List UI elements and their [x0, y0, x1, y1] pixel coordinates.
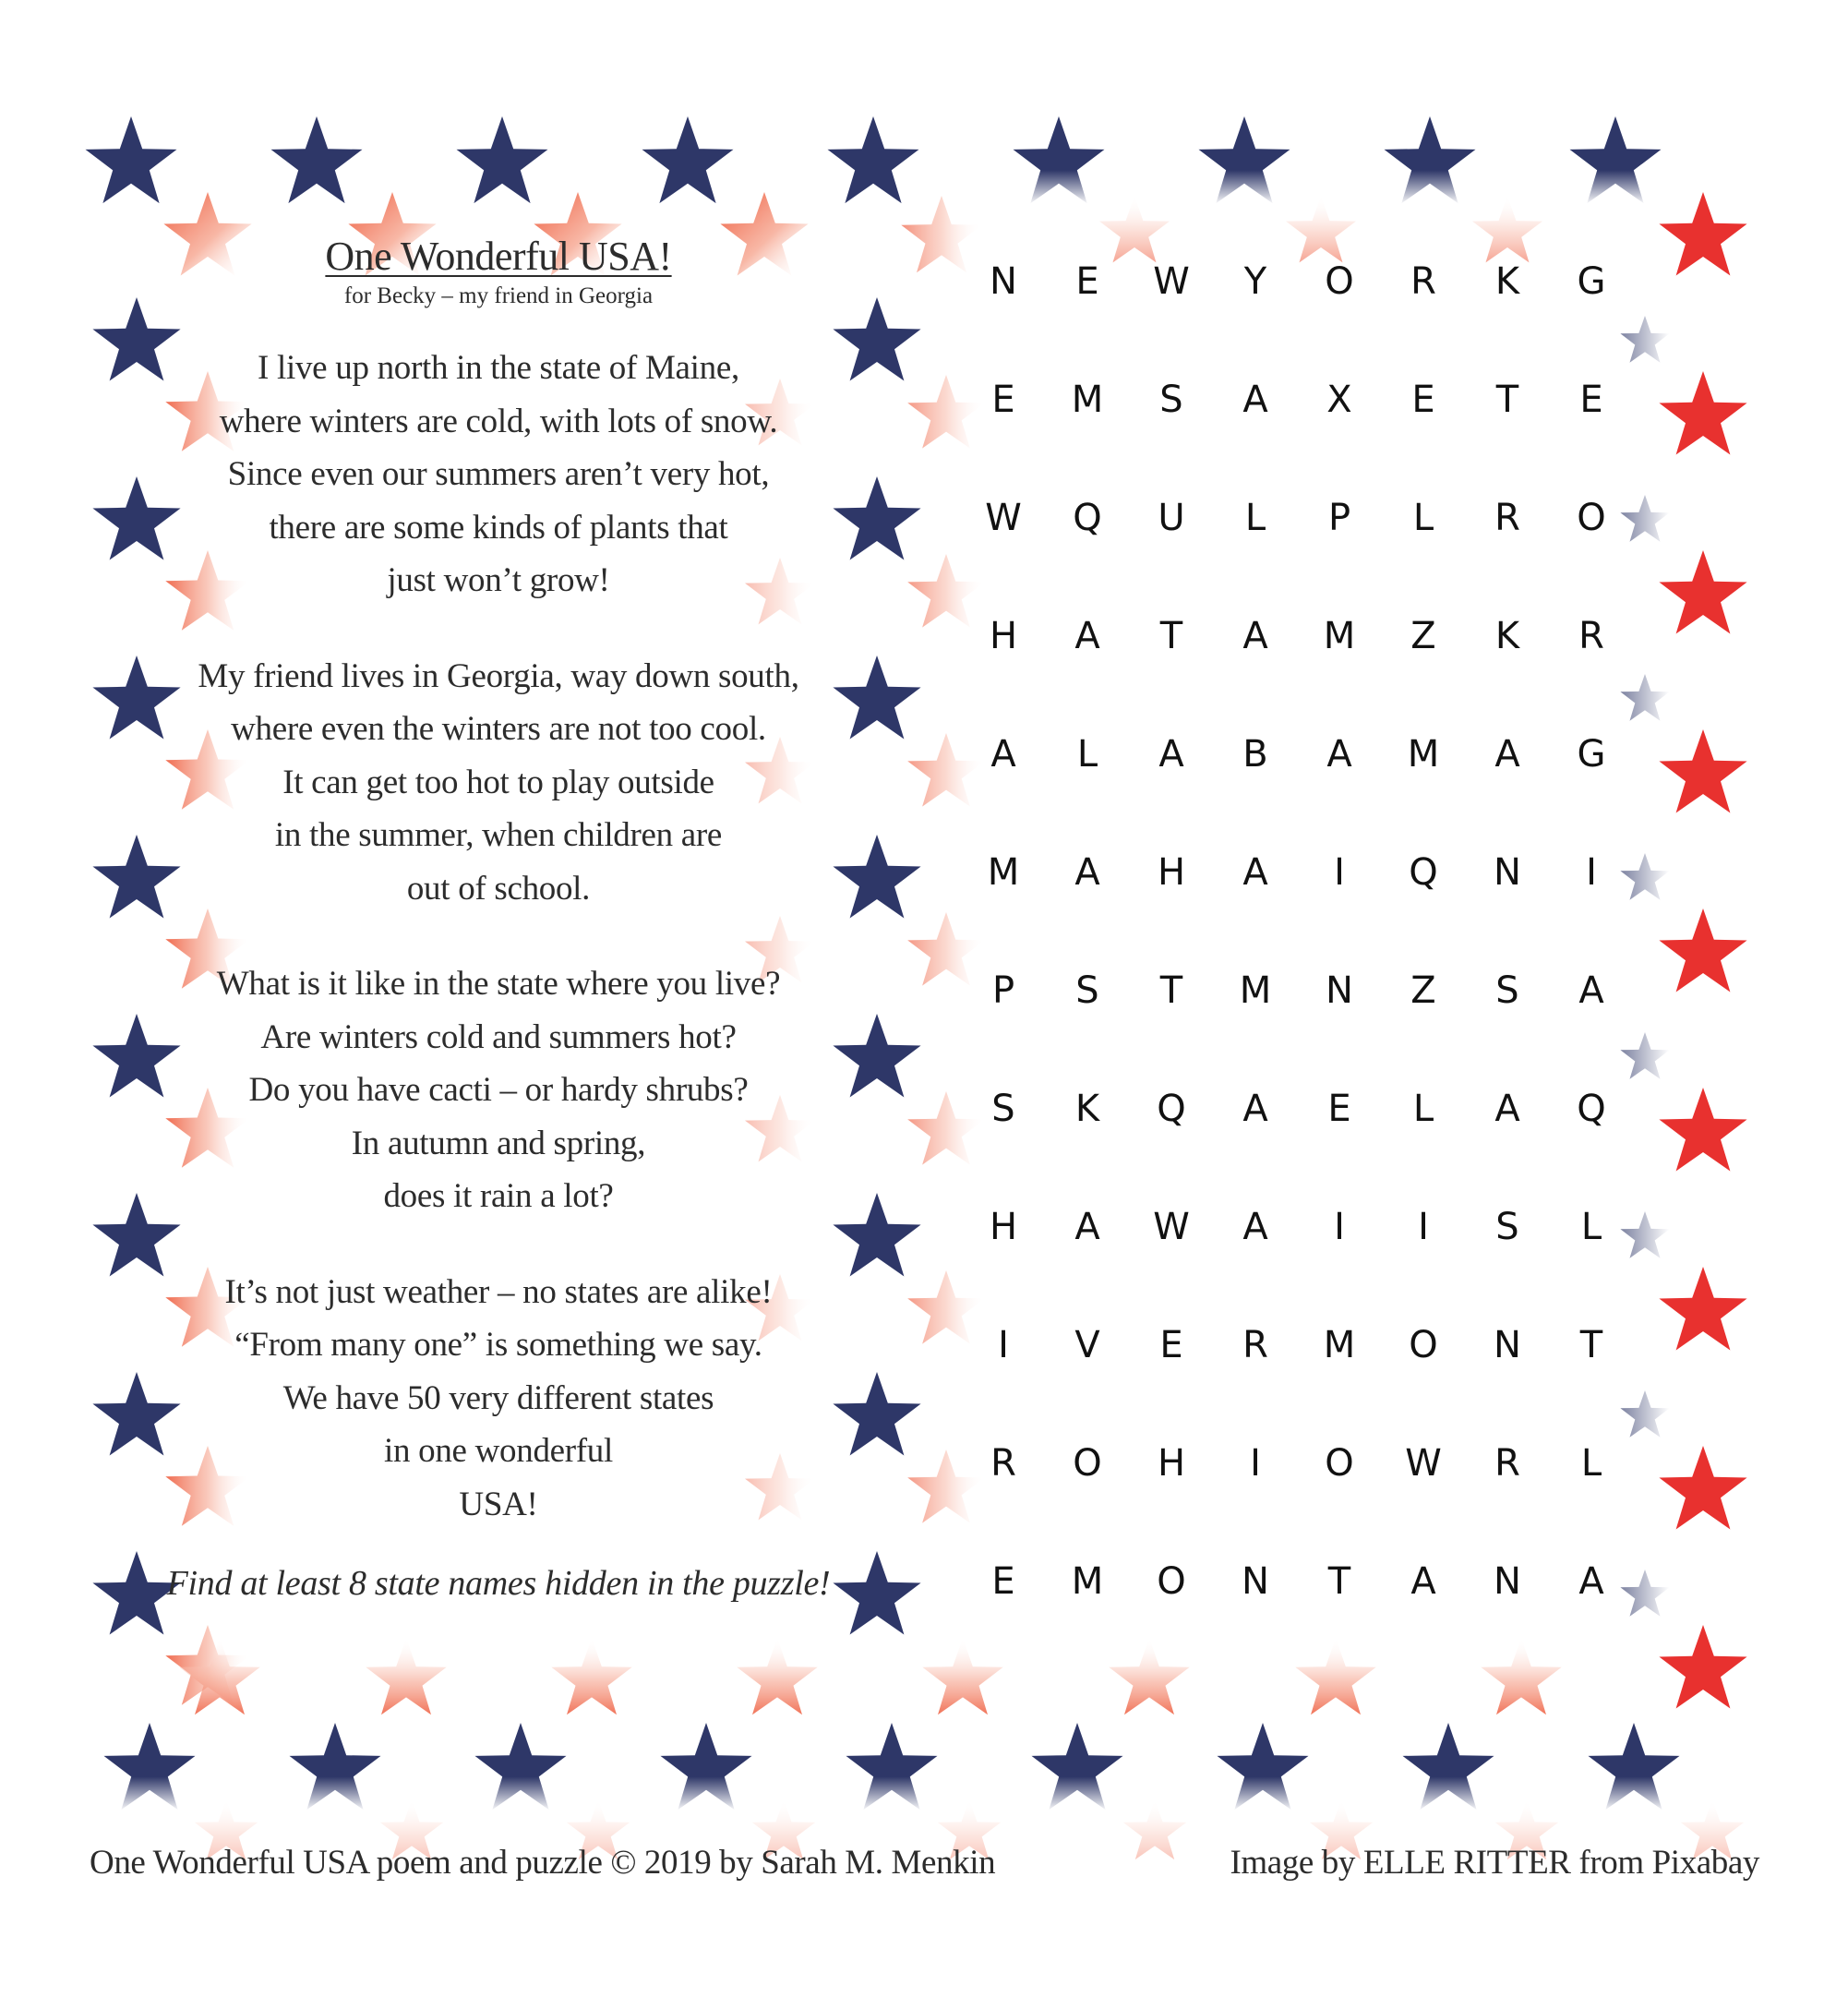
grid-row [976, 845, 1733, 900]
grid-letter[interactable]: M [1071, 379, 1104, 421]
poem-line: USA! [459, 1485, 538, 1523]
grid-row [976, 1199, 1733, 1255]
grid-letter[interactable]: Q [1157, 1088, 1186, 1130]
poem-stanza-3 [148, 957, 849, 1223]
grid-letter[interactable]: S [1495, 1206, 1519, 1248]
grid-letter[interactable]: S [991, 1088, 1015, 1130]
poem-line: in the summer, when children are [274, 816, 723, 854]
grid-letter[interactable]: N [1242, 1560, 1269, 1603]
grid-letter[interactable]: L [1580, 1206, 1602, 1248]
star-icon [737, 1638, 817, 1714]
grid-letter[interactable]: I [1334, 1206, 1345, 1248]
grid-letter[interactable]: P [991, 969, 1015, 1012]
star-icon [828, 116, 919, 203]
grid-letter[interactable]: E [1075, 260, 1099, 303]
grid-letter[interactable]: W [1153, 1206, 1190, 1248]
star-icon [901, 196, 981, 272]
grid-letter[interactable]: I [998, 1324, 1009, 1366]
grid-letter[interactable]: Q [1073, 497, 1102, 539]
grid-letter[interactable]: M [1407, 733, 1440, 776]
grid-letter[interactable]: S [1495, 969, 1519, 1012]
grid-letter[interactable]: N [1494, 851, 1521, 894]
grid-letter[interactable]: G [1577, 733, 1606, 776]
grid-letter[interactable]: M [987, 851, 1020, 894]
grid-letter[interactable]: H [1157, 1442, 1186, 1485]
grid-letter[interactable]: R [1242, 1324, 1268, 1366]
poem-line: Do you have cacti – or hardy shrubs? [248, 1071, 749, 1109]
grid-letter[interactable]: N [1494, 1560, 1521, 1603]
grid-letter[interactable]: T [1579, 1324, 1603, 1366]
grid-letter[interactable]: I [1586, 851, 1597, 894]
grid-letter[interactable]: O [1577, 497, 1606, 539]
word-search-grid[interactable] [976, 254, 1733, 1639]
grid-row [976, 1436, 1733, 1491]
grid-letter[interactable]: W [1153, 260, 1190, 303]
grid-letter[interactable]: H [989, 615, 1018, 657]
grid-letter[interactable]: A [1326, 733, 1352, 776]
poem-line: does it rain a lot? [383, 1177, 614, 1215]
grid-letter[interactable]: A [1410, 1560, 1436, 1603]
grid-letter[interactable]: T [1495, 379, 1519, 421]
grid-letter[interactable]: I [1418, 1206, 1429, 1248]
star-icon [457, 116, 548, 203]
star-icon [907, 1091, 985, 1165]
star-icon [907, 912, 985, 986]
grid-letter[interactable]: I [1334, 851, 1345, 894]
grid-letter[interactable]: A [1158, 733, 1184, 776]
grid-letter[interactable]: G [1577, 260, 1606, 303]
image-credit: Image by ELLE RITTER from Pixabay [1230, 1844, 1759, 1882]
star-icon [1295, 1638, 1375, 1714]
grid-letter[interactable]: O [1325, 1442, 1354, 1485]
grid-letter[interactable]: N [990, 260, 1017, 303]
star-icon [1385, 116, 1476, 203]
grid-letter[interactable]: A [990, 733, 1016, 776]
grid-letter[interactable]: T [1159, 615, 1183, 657]
poem-stanza-1 [148, 342, 849, 608]
poem-line: It can get too hot to play outside [282, 763, 714, 801]
copyright-credit: One Wonderful USA poem and puzzle © 2019 by Sarah M. Menkin [90, 1844, 996, 1882]
grid-row [976, 1317, 1733, 1373]
poem-line: there are some kinds of plants that [269, 508, 728, 547]
star-icon [1032, 1723, 1123, 1810]
star-icon [1589, 1723, 1680, 1810]
grid-letter[interactable]: O [1073, 1442, 1102, 1485]
star-icon [907, 554, 985, 628]
grid-letter[interactable]: Z [1410, 615, 1436, 657]
star-icon [366, 1638, 446, 1714]
puzzle-instruction: Find at least 8 state names hidden in the puzzle! [166, 1564, 831, 1603]
grid-letter[interactable]: R [1410, 260, 1436, 303]
grid-letter[interactable]: A [1074, 1206, 1100, 1248]
grid-letter[interactable]: U [1158, 497, 1185, 539]
grid-letter[interactable]: A [1578, 969, 1604, 1012]
grid-letter[interactable]: A [1242, 1206, 1268, 1248]
star-icon [1403, 1723, 1494, 1810]
star-icon [1099, 196, 1170, 262]
grid-letter[interactable]: A [1074, 615, 1100, 657]
grid-letter[interactable]: W [985, 497, 1022, 539]
grid-letter[interactable]: R [1494, 497, 1520, 539]
star-icon [907, 1450, 985, 1523]
poem-line: Are winters cold and summers hot? [260, 1017, 737, 1056]
grid-letter[interactable]: A [1242, 615, 1268, 657]
grid-letter[interactable]: A [1242, 851, 1268, 894]
grid-letter[interactable]: R [1494, 1442, 1520, 1485]
poem-line: just won’t grow! [387, 561, 610, 599]
poem-line: It’s not just weather – no states are alike! [224, 1272, 773, 1311]
star-icon [846, 1723, 938, 1810]
grid-letter[interactable]: L [1580, 1442, 1602, 1485]
star-icon [907, 733, 985, 807]
star-icon [551, 1638, 631, 1714]
grid-letter[interactable]: L [1076, 733, 1098, 776]
star-icon [1472, 196, 1542, 262]
poem-line: out of school. [406, 869, 591, 908]
star-icon [1286, 196, 1356, 262]
grid-letter[interactable]: T [1159, 969, 1183, 1012]
grid-letter[interactable]: A [1494, 733, 1520, 776]
poem-line: I live up north in the state of Maine, [258, 349, 739, 387]
grid-row [976, 727, 1733, 782]
grid-letter[interactable]: M [1323, 615, 1356, 657]
poem-line: “From many one” is something we say. [234, 1326, 762, 1364]
star-icon [1570, 116, 1662, 203]
star-icon [290, 1723, 381, 1810]
poem-line: In autumn and spring, [351, 1124, 646, 1162]
poem-line: where even the winters are not too cool. [231, 710, 766, 748]
grid-letter[interactable]: A [1074, 851, 1100, 894]
grid-letter[interactable]: Z [1410, 969, 1436, 1012]
grid-row [976, 1554, 1733, 1609]
grid-letter[interactable]: A [1242, 379, 1268, 421]
grid-letter[interactable]: A [1494, 1088, 1520, 1130]
grid-letter[interactable]: M [1239, 969, 1272, 1012]
star-icon [475, 1723, 567, 1810]
grid-letter[interactable]: E [1327, 1088, 1351, 1130]
grid-letter[interactable]: L [1412, 1088, 1434, 1130]
grid-letter[interactable]: M [1323, 1324, 1356, 1366]
grid-row [976, 254, 1733, 309]
poem-stanza-4 [148, 1266, 849, 1532]
poem-line: We have 50 very different states [282, 1378, 714, 1417]
poem-stanza-2 [148, 650, 849, 916]
star-icon [922, 1638, 1002, 1714]
poem-dedication: for Becky – my friend in Georgia [343, 283, 654, 308]
grid-letter[interactable]: S [1075, 969, 1099, 1012]
star-icon [642, 116, 734, 203]
grid-row [976, 490, 1733, 546]
grid-letter[interactable]: N [1326, 969, 1353, 1012]
poem-line: in one wonderful [384, 1432, 613, 1470]
star-icon [907, 1270, 985, 1344]
grid-letter[interactable]: O [1157, 1560, 1186, 1603]
grid-letter[interactable]: N [1494, 1324, 1521, 1366]
star-icon [661, 1723, 752, 1810]
grid-letter[interactable]: A [1578, 1560, 1604, 1603]
poem-line: Since even our summers aren’t very hot, [227, 455, 770, 493]
star-icon [1481, 1638, 1561, 1714]
poem-title: One Wonderful USA! [325, 234, 672, 279]
poem-line: What is it like in the state where you live? [216, 965, 781, 1003]
star-icon [1109, 1638, 1189, 1714]
star-icon [1199, 116, 1290, 203]
star-icon [1123, 1799, 1186, 1859]
grid-letter[interactable]: R [1578, 615, 1604, 657]
star-icon [271, 116, 363, 203]
grid-letter[interactable]: T [1327, 1560, 1351, 1603]
grid-letter[interactable]: Q [1577, 1088, 1606, 1130]
grid-letter[interactable]: O [1409, 1324, 1438, 1366]
grid-letter[interactable]: E [1579, 379, 1603, 421]
grid-letter[interactable]: H [989, 1206, 1018, 1248]
grid-letter[interactable]: H [1157, 851, 1186, 894]
grid-letter[interactable]: E [1159, 1324, 1183, 1366]
grid-letter[interactable]: K [1494, 260, 1520, 303]
grid-letter[interactable]: L [1412, 497, 1434, 539]
poem-line: My friend lives in Georgia, way down south, [198, 656, 799, 695]
star-icon [86, 116, 177, 203]
grid-letter[interactable]: M [1071, 1560, 1104, 1603]
grid-letter[interactable]: O [1325, 260, 1354, 303]
grid-letter[interactable]: K [1074, 1088, 1100, 1130]
poem-line: where winters are cold, with lots of snow. [219, 402, 778, 440]
grid-row [976, 963, 1733, 1018]
grid-letter[interactable]: B [1242, 733, 1268, 776]
grid-letter[interactable]: W [1405, 1442, 1442, 1485]
star-icon [1014, 116, 1105, 203]
grid-row [976, 1081, 1733, 1137]
grid-letter[interactable]: L [1244, 497, 1266, 539]
star-icon [179, 1638, 259, 1714]
grid-letter[interactable]: R [990, 1442, 1016, 1485]
grid-letter[interactable]: V [1074, 1324, 1100, 1366]
grid-letter[interactable]: E [991, 1560, 1015, 1603]
grid-letter[interactable]: Q [1409, 851, 1438, 894]
star-icon [907, 375, 985, 449]
grid-letter[interactable]: P [1327, 497, 1351, 539]
grid-letter[interactable]: E [1411, 379, 1435, 421]
grid-letter[interactable]: A [1242, 1088, 1268, 1130]
grid-row [976, 608, 1733, 664]
star-icon [1218, 1723, 1309, 1810]
grid-letter[interactable]: E [991, 379, 1015, 421]
poem [148, 231, 849, 1642]
grid-letter[interactable]: X [1326, 379, 1352, 421]
grid-row [976, 372, 1733, 427]
grid-letter[interactable]: I [1250, 1442, 1261, 1485]
grid-letter[interactable]: S [1159, 379, 1183, 421]
star-icon [104, 1723, 196, 1810]
grid-letter[interactable]: Y [1243, 260, 1267, 303]
grid-letter[interactable]: K [1494, 615, 1520, 657]
